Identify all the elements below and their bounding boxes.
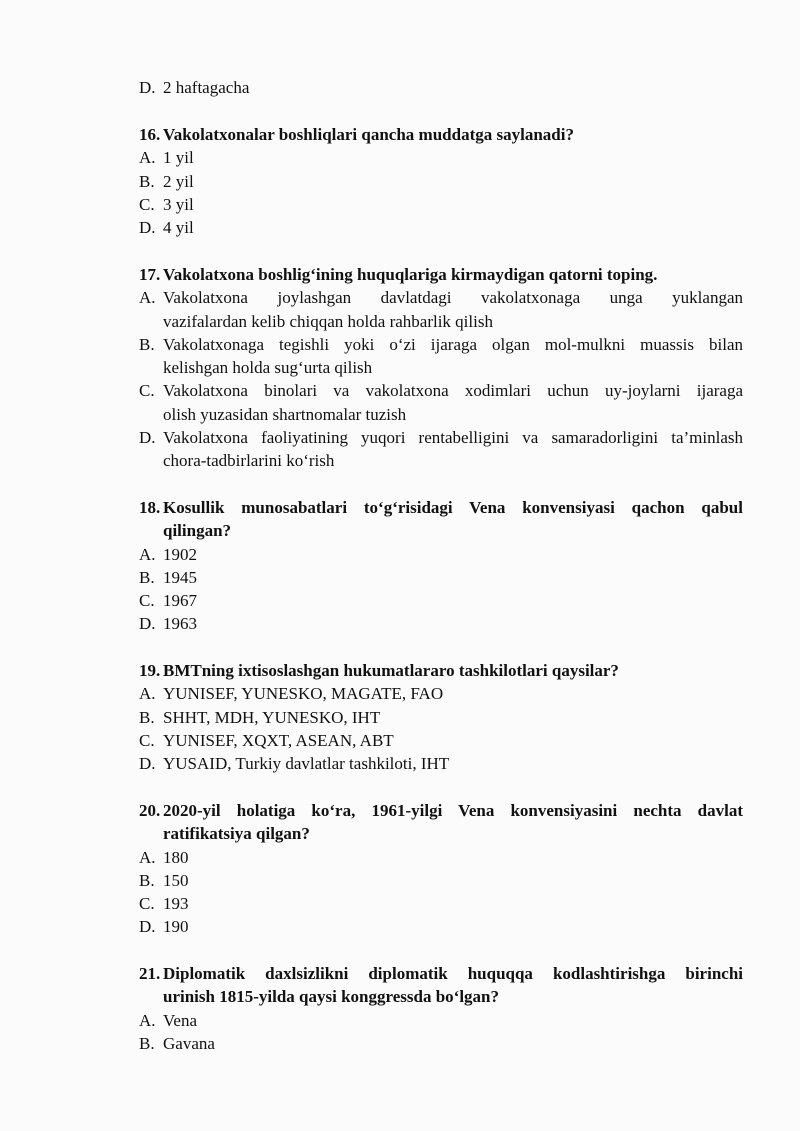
question-text: 20. 2020-yil holatiga ko‘ra, 1961-yilgi Vena konvensiyasini nechta davlat ratifikatsiya qilgan?	[139, 801, 743, 844]
option-a: A. YUNISEF, YUNESKO, MAGATE, FAO	[139, 684, 444, 704]
option-a: A. 1 yil	[139, 148, 194, 168]
option-b: B. SHHT, MDH, YUNESKO, IHT	[139, 707, 381, 727]
question-text: 21. Diplomatik daxlsizlikni diplomatik huquqqa kodlashtirishga birinchi urinish 1815-yilda qaysi konggressda bo‘lgan?	[139, 964, 743, 1007]
option-d: D. 2 haftagacha	[139, 78, 250, 97]
option-b: B. 150	[139, 870, 189, 890]
option-c: C. Vakolatxona binolari va vakolatxona xodimlari uchun uy-joylarni ijaraga olish yuzasidan shartnomalar tuzish	[139, 381, 743, 424]
option-c: C. YUNISEF, XQXT, ASEAN, ABT	[139, 730, 394, 750]
question-20	[139, 799, 743, 939]
option-d: D. YUSAID, Turkiy davlatlar tashkiloti, IHT	[139, 754, 450, 774]
question-21	[139, 962, 743, 1055]
question-17	[139, 263, 743, 473]
option-c: C. 193	[139, 894, 189, 914]
question-18	[139, 496, 743, 636]
option-a: A. Vakolatxona joylashgan davlatdagi vakolatxonaga unga yuklangan vazifalardan kelib chiqqan holda rahbarlik qilish	[139, 288, 743, 331]
option-c: C. 1967	[139, 591, 197, 611]
option-a: A. 180	[139, 847, 189, 867]
question-15-tail	[139, 76, 743, 99]
option-c: C. 3 yil	[139, 194, 194, 214]
option-b: B. 2 yil	[139, 171, 194, 191]
option-d: D. 4 yil	[139, 218, 194, 238]
option-b: B. Gavana	[139, 1033, 215, 1053]
question-19	[139, 659, 743, 775]
option-a: A. 1902	[139, 544, 197, 564]
option-b: B. 1945	[139, 567, 197, 587]
option-d: D. Vakolatxona faoliyatining yuqori rentabelligini va samaradorligini ta’minlash chora-tadbirlarini ko‘rish	[139, 428, 743, 471]
option-d: D. 190	[139, 917, 189, 937]
question-text: 17. Vakolatxona boshlig‘ining huquqlariga kirmaydigan qatorni toping.	[139, 265, 658, 284]
option-b: B. Vakolatxonaga tegishli yoki o‘zi ijaraga olgan mol-mulkni muassis bilan kelishgan holda sug‘urta qilish	[139, 334, 743, 378]
question-16	[139, 123, 743, 239]
option-a: A. Vena	[139, 1010, 197, 1030]
question-text: 18. Kosullik munosabatlari to‘g‘risidagi Vena konvensiyasi qachon qabul qilingan?	[139, 498, 743, 541]
question-text: 19. BMTning ixtisoslashgan hukumatlararo tashkilotlari qaysilar?	[139, 661, 619, 680]
question-text: 16. Vakolatxonalar boshliqlari qancha muddatga saylanadi?	[139, 125, 574, 144]
option-d: D. 1963	[139, 614, 197, 634]
